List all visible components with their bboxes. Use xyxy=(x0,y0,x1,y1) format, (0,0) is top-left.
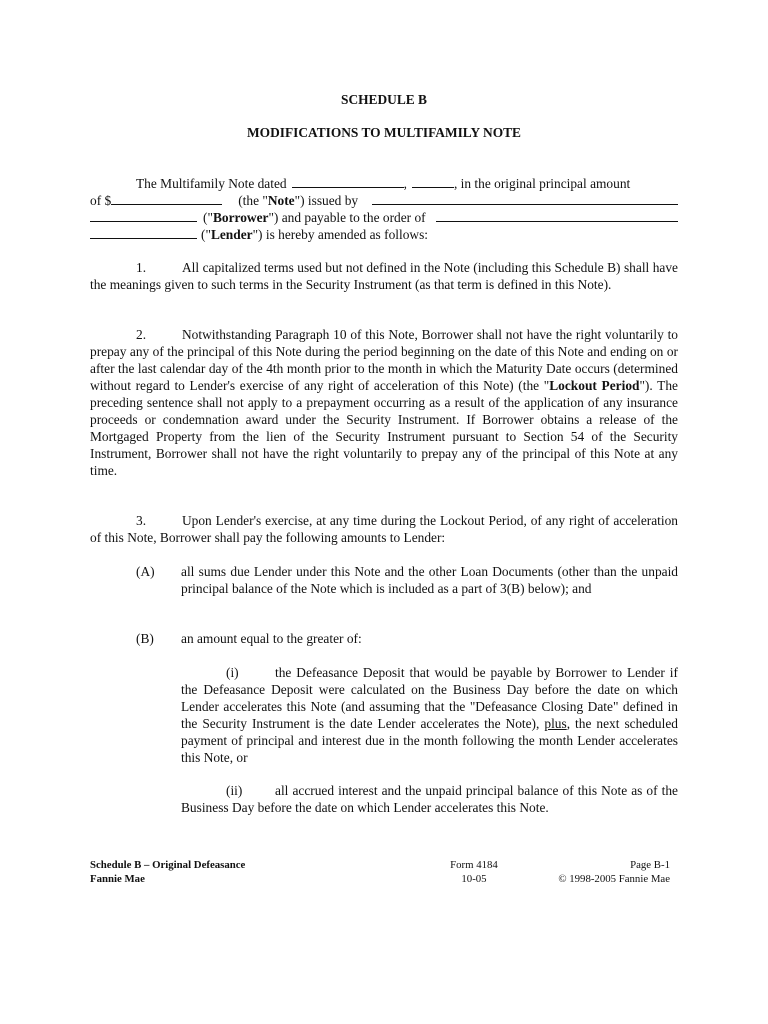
intro-paragraph xyxy=(90,175,678,243)
paragraph-3 xyxy=(90,512,678,546)
intro-text: , xyxy=(403,176,407,191)
subparagraph-text: an amount equal to the greater of: xyxy=(181,631,362,646)
paragraph-text: "). The preceding sentence shall not apply to a prepayment occurring as a result of the application of any insurance proceeds or condemnation award under the Security Instrument. If Borrower obtains a release of the Mortgaged Property from the lien of the Security Instrument pursuant to Section 54 of the Security Instrument, Borrower shall not have the right voluntarily to prepay any of the principal of this Note at any time. xyxy=(90,378,678,478)
footer-page-number: Page B-1 xyxy=(630,859,670,871)
borrower-term: Borrower xyxy=(212,210,269,225)
date-blank xyxy=(292,175,404,188)
note-term: Note xyxy=(267,193,295,208)
plus-term: plus xyxy=(544,716,567,731)
intro-text: of $ xyxy=(90,193,112,208)
clause-i xyxy=(181,664,678,766)
subparagraph-text: all sums due Lender under this Note and the other Loan Documents (other than the unpaid principal balance of the Note which is included as a part of 3(B) below); and xyxy=(181,564,678,596)
lender-term: Lender xyxy=(210,227,253,242)
payee-blank xyxy=(436,209,678,222)
paragraph-text: All capitalized terms used but not defined in the Note (including this Schedule B) shall have the meanings given to such terms in the Security Instrument (as that term is defined in this Note). xyxy=(90,260,678,292)
year-blank xyxy=(412,175,454,188)
clause-text: all accrued interest and the unpaid principal balance of this Note as of the Business Day before the date on which Lender accelerates this Note. xyxy=(181,783,678,815)
intro-text: ") issued by xyxy=(294,193,359,208)
clause-label: (i) xyxy=(226,665,239,680)
intro-text: (" xyxy=(201,227,211,242)
footer-schedule-label: Schedule B – Original Defeasance xyxy=(90,859,246,871)
amount-blank xyxy=(111,192,222,205)
paragraph-number: 1. xyxy=(136,260,147,275)
clause-text: the Defeasance Deposit that would be payable by Borrower to Lender if the Defeasance Deposit were calculated on the Business Day before the date on which Lender accelerates this Note (and assuming that the "Defeasance Closing Date" defined in the Security Instrument is the date Lender accelerates the Note), xyxy=(181,665,678,731)
intro-line-1 xyxy=(90,175,678,192)
clause-label: (ii) xyxy=(226,783,243,798)
lender-blank xyxy=(90,226,197,239)
intro-line-4 xyxy=(90,226,678,243)
intro-text: The Multifamily Note dated xyxy=(136,176,287,191)
intro-text: (the " xyxy=(238,193,268,208)
intro-text: ") is hereby amended as follows: xyxy=(252,227,428,242)
footer-form-number: Form 4184 xyxy=(450,859,498,871)
borrower-blank xyxy=(90,209,197,222)
paragraph-text: Notwithstanding Paragraph 10 of this Note, Borrower shall not have the right voluntarily to prepay any of the principal of this Note during the period beginning on the date of this Note and ending on or after the last calendar day of the 4th month prior to the month in which the Maturity Date occurs (determined without regard to Lender's exercise of any right of acceleration of this Note) (the " xyxy=(90,327,678,393)
schedule-heading: SCHEDULE B xyxy=(341,92,427,107)
issuer-blank xyxy=(372,192,678,205)
intro-text: , in the original principal amount xyxy=(453,176,631,191)
subparagraph-a xyxy=(136,563,678,597)
intro-line-3 xyxy=(90,209,678,226)
paragraph-1 xyxy=(90,259,678,293)
intro-text: (" xyxy=(203,210,213,225)
subparagraph-b xyxy=(136,630,678,647)
subparagraph-label: (B) xyxy=(136,631,154,646)
document-title: MODIFICATIONS TO MULTIFAMILY NOTE xyxy=(247,125,521,140)
footer-copyright: © 1998-2005 Fannie Mae xyxy=(558,873,670,885)
subparagraph-label: (A) xyxy=(136,564,155,579)
paragraph-text: Upon Lender's exercise, at any time during the Lockout Period, of any right of acceleration of this Note, Borrower shall pay the following amounts to Lender: xyxy=(90,513,678,545)
clause-ii xyxy=(181,782,678,816)
paragraph-number: 3. xyxy=(136,513,147,528)
intro-line-2 xyxy=(90,192,678,209)
footer-company: Fannie Mae xyxy=(90,873,145,885)
lockout-period-term: Lockout Period xyxy=(549,378,640,393)
paragraph-number: 2. xyxy=(136,327,147,342)
paragraph-2 xyxy=(90,326,678,479)
footer-form-date: 10-05 xyxy=(461,873,487,885)
clause-text: , the next scheduled payment of principal and interest due in the month following the month Lender accelerates this Note, or xyxy=(181,716,678,765)
intro-text: ") and payable to the order of xyxy=(268,210,426,225)
